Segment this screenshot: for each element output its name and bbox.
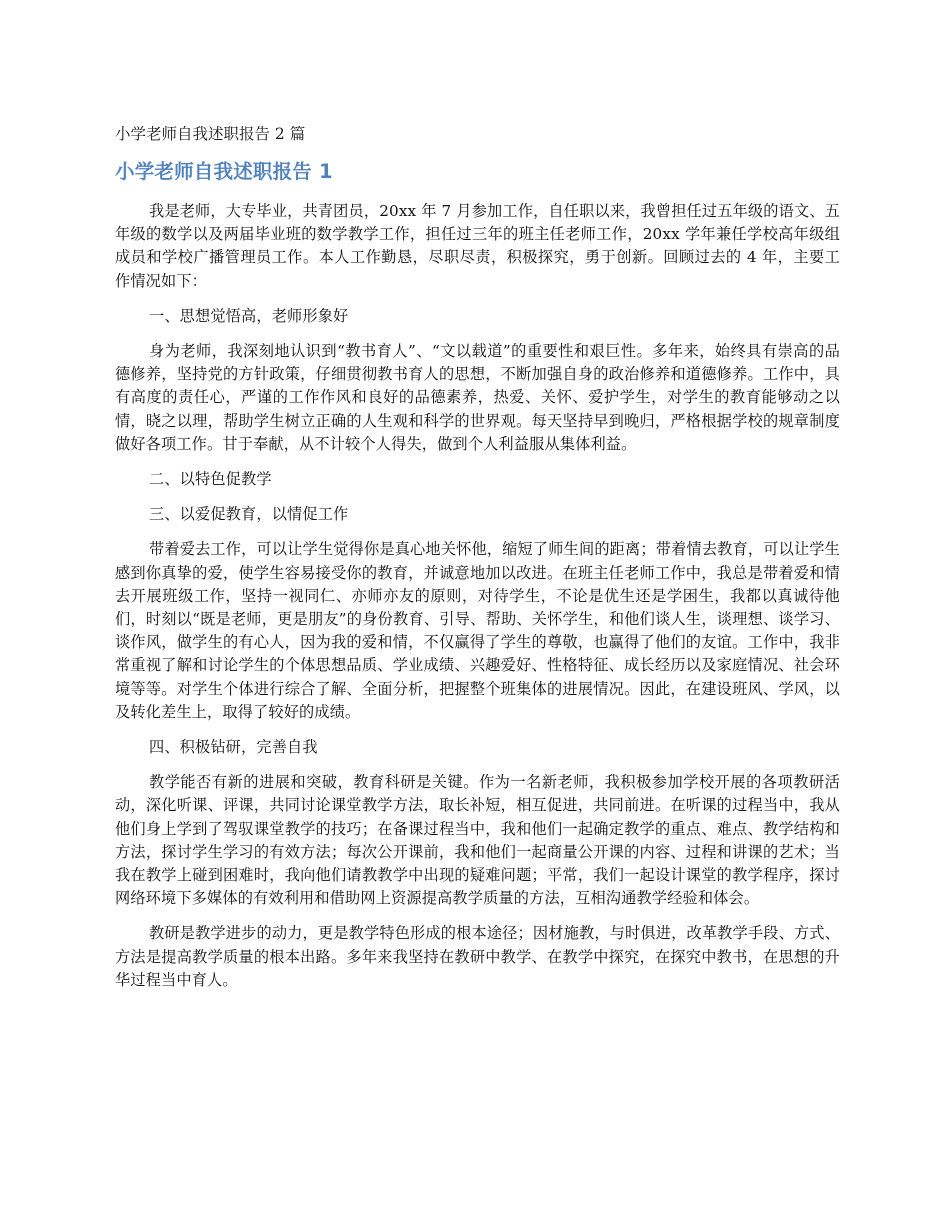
subheading-2: 二、以特色促教学	[149, 470, 272, 489]
subheading-1: 一、思想觉悟高，老师形象好	[149, 306, 349, 325]
paragraph-love-education: 带着爱去工作，可以让学生觉得你是真心地关怀他，缩短了师生间的距离；带着情去教育，可以让学生感到你真挚的爱，使学生容易接受你的教育，并诚意地加以改进。在班主任老师工作中，我总是带着爱和情去开展班级工作，坚持一视同仁、亦师亦友的原则，对待学生，不论是优生还是学困生，我都以真诚待他们，时刻以“既是老师，更是朋友”的身份教育、引导、帮助、关怀学生，和他们谈人生，谈理想、谈学习、谈作风，做学生的有心人，因为我的爱和情，不仅赢得了学生的尊敬，也赢得了他们的友谊。工作中，我非常重视了解和讨论学生的个体思想品质、学业成绩、兴趣爱好、性格特征、成长经历以及家庭情况、社会环境等等。对学生个体进行综合了解、全面分析，把握整个班集体的进展情况。因此，在建设班风、学风，以及转化差生上，取得了较好的成绩。	[115, 540, 840, 721]
paragraph-intro: 我是老师，大专毕业，共青团员，20xx 年 7 月参加工作，自任职以来，我曾担任过五年级的语文、五年级的数学以及两届毕业班的数学教学工作，担任过三年的班主任老师工作，20xx 学年兼任学校高年级组成员和学校广播管理员工作。本人工作勤恳，尽职尽责，积极探究，勇于创新。回顾过去的 4 年，主要工作情况如下：	[115, 202, 840, 290]
section-heading: 小学老师自我述职报告 1	[115, 160, 333, 183]
subheading-3: 三、以爱促教育，以情促工作	[149, 505, 349, 524]
subheading-4: 四、积极钻研，完善自我	[149, 738, 318, 757]
paragraph-ideology: 身为老师，我深刻地认识到“教书育人”、“文以载道”的重要性和艰巨性。多年来，始终具有崇高的品德修养，坚持党的方针政策，仔细贯彻教书育人的思想，不断加强自身的政治修养和道德修养。工作中，具有高度的责任心，严谨的工作作风和良好的品德素养，热爱、关怀、爱护学生，对学生的教育能够动之以情，晓之以理，帮助学生树立正确的人生观和科学的世界观。每天坚持早到晚归，严格根据学校的规章制度做好各项工作。甘于奉献，从不计较个人得失，做到个人利益服从集体利益。	[115, 342, 840, 453]
paragraph-conclusion: 教研是教学进步的动力，更是教学特色形成的根本途径；因材施教，与时俱进，改革教学手段、方式、方法是提高教学质量的根本出路。多年来我坚持在教研中教学、在教学中探究，在探究中教书，在思想的升华过程当中育人。	[115, 924, 840, 989]
document-content	[115, 122, 840, 1004]
paragraph-research: 教学能否有新的进展和突破，教育科研是关键。作为一名新老师，我积极参加学校开展的各项教研活动，深化听课、评课，共同讨论课堂教学方法，取长补短，相互促进，共同前进。在听课的过程当中，我从他们身上学到了驾驭课堂教学的技巧；在备课过程当中，我和他们一起确定教学的重点、难点、教学结构和方法，探讨学生学习的有效方法；每次公开课前，我和他们一起商量公开课的内容、过程和讲课的艺术；当我在教学上碰到困难时，我向他们请教教学中出现的疑难问题；平常，我们一起设计课堂的教学程序，探讨网络环境下多媒体的有效利用和借助网上资源提高教学质量的方法，互相沟通教学经验和体会。	[115, 773, 840, 908]
document-title: 小学老师自我述职报告 2 篇	[115, 125, 306, 143]
